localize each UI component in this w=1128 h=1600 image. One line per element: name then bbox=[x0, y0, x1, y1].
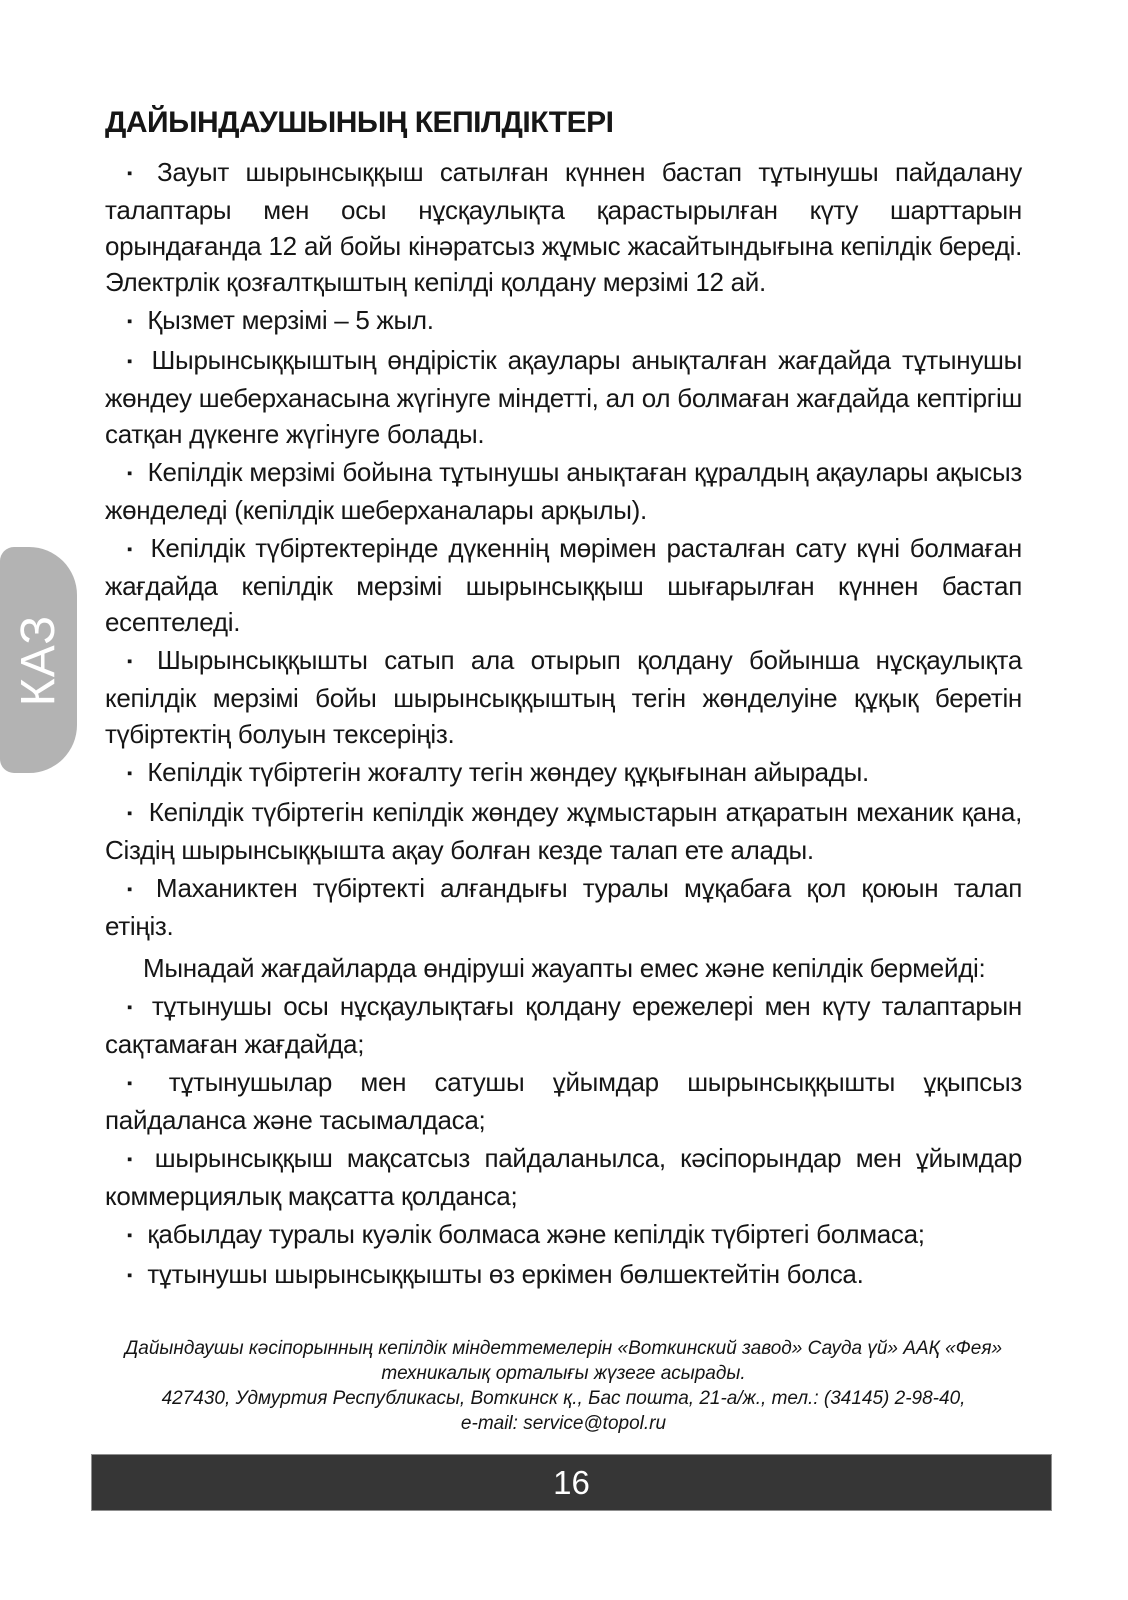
guarantee-item bbox=[105, 870, 1022, 944]
service-note-line: Дайындаушы кәсіпорынның кепілдік міндеттемелерін «Воткинский завод» Сауда үй» ААҚ «Фея» bbox=[124, 1338, 1003, 1359]
exclusion-item bbox=[105, 988, 1022, 1062]
exclusion-item bbox=[105, 1216, 1022, 1254]
exclusion-item bbox=[105, 1064, 1022, 1138]
guarantee-text: Қызмет мерзімі – 5 жыл. bbox=[147, 305, 434, 335]
exclusion-item bbox=[105, 1256, 1022, 1294]
bullet-icon: ▪ bbox=[127, 805, 134, 822]
bullet-icon: ▪ bbox=[127, 1227, 133, 1244]
no-liability-intro bbox=[105, 950, 1022, 986]
guarantee-text: Кепілдік түбіртегін жоғалту тегін жөндеу құқығынан айырады. bbox=[147, 757, 869, 787]
bullet-icon: ▪ bbox=[127, 881, 141, 898]
guarantee-item bbox=[105, 154, 1022, 300]
bullet-icon: ▪ bbox=[127, 313, 133, 330]
guarantee-text: Кепілдік түбіртектерінде дүкеннің мөрімен расталған сату күні болмаған жағдайда кепілдік мерзімі шырынсыққыш шығарылған күннен бастап есептеледі. bbox=[105, 533, 1022, 637]
bullet-icon: ▪ bbox=[127, 999, 137, 1016]
page-number-bar bbox=[91, 1454, 1052, 1511]
page-number: 16 bbox=[553, 1463, 590, 1501]
guarantee-text: Шырынсыққыштың өндірістік ақаулары анықталған жағдайда тұтынушы жөндеу шеберханасына жүгінуге міндетті, ал ол болмаған жағдайда кептіргіш сатқан дүкенге жүгінуге болады. bbox=[105, 345, 1022, 449]
note-text: Мынадай жағдайларда өндіруші жауапты емес және кепілдік бермейді: bbox=[143, 953, 986, 983]
service-note-line: техникалық орталығы жүзеге асырады. bbox=[381, 1363, 746, 1384]
guarantee-item bbox=[105, 454, 1022, 528]
bullet-icon: ▪ bbox=[127, 1151, 140, 1168]
bullet-icon: ▪ bbox=[127, 541, 136, 558]
exclusion-text: тұтынушы шырынсыққышты өз еркімен бөлшектейтін болса. bbox=[147, 1259, 864, 1289]
guarantee-text: Кепілдік мерзімі бойына тұтынушы анықтаған құралдың ақаулары ақысыз жөнделеді (кепілдік шеберханалары арқылы). bbox=[105, 457, 1022, 525]
guarantee-item bbox=[105, 754, 1022, 792]
service-note-line: e-mail: service@topol.ru bbox=[460, 1413, 667, 1434]
bullet-icon: ▪ bbox=[127, 1267, 133, 1284]
bullet-icon: ▪ bbox=[127, 653, 142, 670]
exclusion-text: қабылдау туралы куәлік болмаса және кепілдік түбіртегі болмаса; bbox=[147, 1219, 925, 1249]
exclusion-text: тұтынушы осы нұсқаулықтағы қолдану ережелері мен күту талаптарын сақтамаған жағдайда; bbox=[105, 991, 1022, 1059]
exclusion-item bbox=[105, 1140, 1022, 1214]
bullet-icon: ▪ bbox=[127, 165, 142, 182]
guarantee-item bbox=[105, 530, 1022, 640]
guarantee-item bbox=[105, 302, 1022, 340]
bullet-icon: ▪ bbox=[127, 765, 133, 782]
service-note-line: 427430, Удмуртия Республикасы, Воткинск қ., Бас пошта, 21-а/ж., тел.: (34145) 2-98-40, bbox=[161, 1388, 966, 1409]
bullet-icon: ▪ bbox=[127, 1075, 154, 1092]
guarantee-text: Маханиктен түбіртекті алғандығы туралы мұқабаға қол қоюын талап етіңіз. bbox=[105, 873, 1022, 941]
document-body bbox=[105, 106, 1022, 1296]
page-title: ДАЙЫНДАУШЫНЫҢ КЕПІЛДІКТЕРІ bbox=[105, 106, 614, 139]
guarantee-item bbox=[105, 642, 1022, 752]
bullet-icon: ▪ bbox=[127, 465, 133, 482]
guarantee-text: Кепілдік түбіртегін кепілдік жөндеу жұмыстарын атқаратын механик қана, Сіздің шырынсыққышта ақау болған кезде талап ете алады. bbox=[105, 797, 1022, 865]
bullet-icon: ▪ bbox=[127, 353, 137, 370]
guarantee-text: Зауыт шырынсыққыш сатылған күннен бастап тұтынушы пайдалану талаптары мен осы нұсқаулықта қарастырылған күту шарттарын орындағанда 12 ай бойы кінәратсыз жұмыс жасайтындығына кепілдік береді. Электрлік қозғалтқыштың кепілді қолдану мерзімі 12 ай. bbox=[105, 157, 1022, 297]
guarantee-text: Шырынсыққышты сатып ала отырып қолдану бойынша нұсқаулықта кепілдік мерзімі бойы шырынсыққыштың тегін жөнделуіне құқық беретін түбіртектің болуын тексеріңіз. bbox=[105, 645, 1022, 749]
exclusion-text: тұтынушылар мен сатушы ұйымдар шырынсыққышты ұқыпсыз пайдаланса және тасымалдаса; bbox=[105, 1067, 1022, 1135]
exclusion-text: шырынсыққыш мақсатсыз пайдаланылса, кәсіпорындар мен ұйымдар коммерциялық мақсатта қолданса; bbox=[105, 1143, 1022, 1211]
language-tab-label: КАЗ bbox=[12, 614, 65, 706]
service-center-note bbox=[105, 1336, 1022, 1436]
language-tab-kaz bbox=[0, 547, 77, 773]
guarantee-item bbox=[105, 794, 1022, 868]
guarantee-item bbox=[105, 342, 1022, 452]
